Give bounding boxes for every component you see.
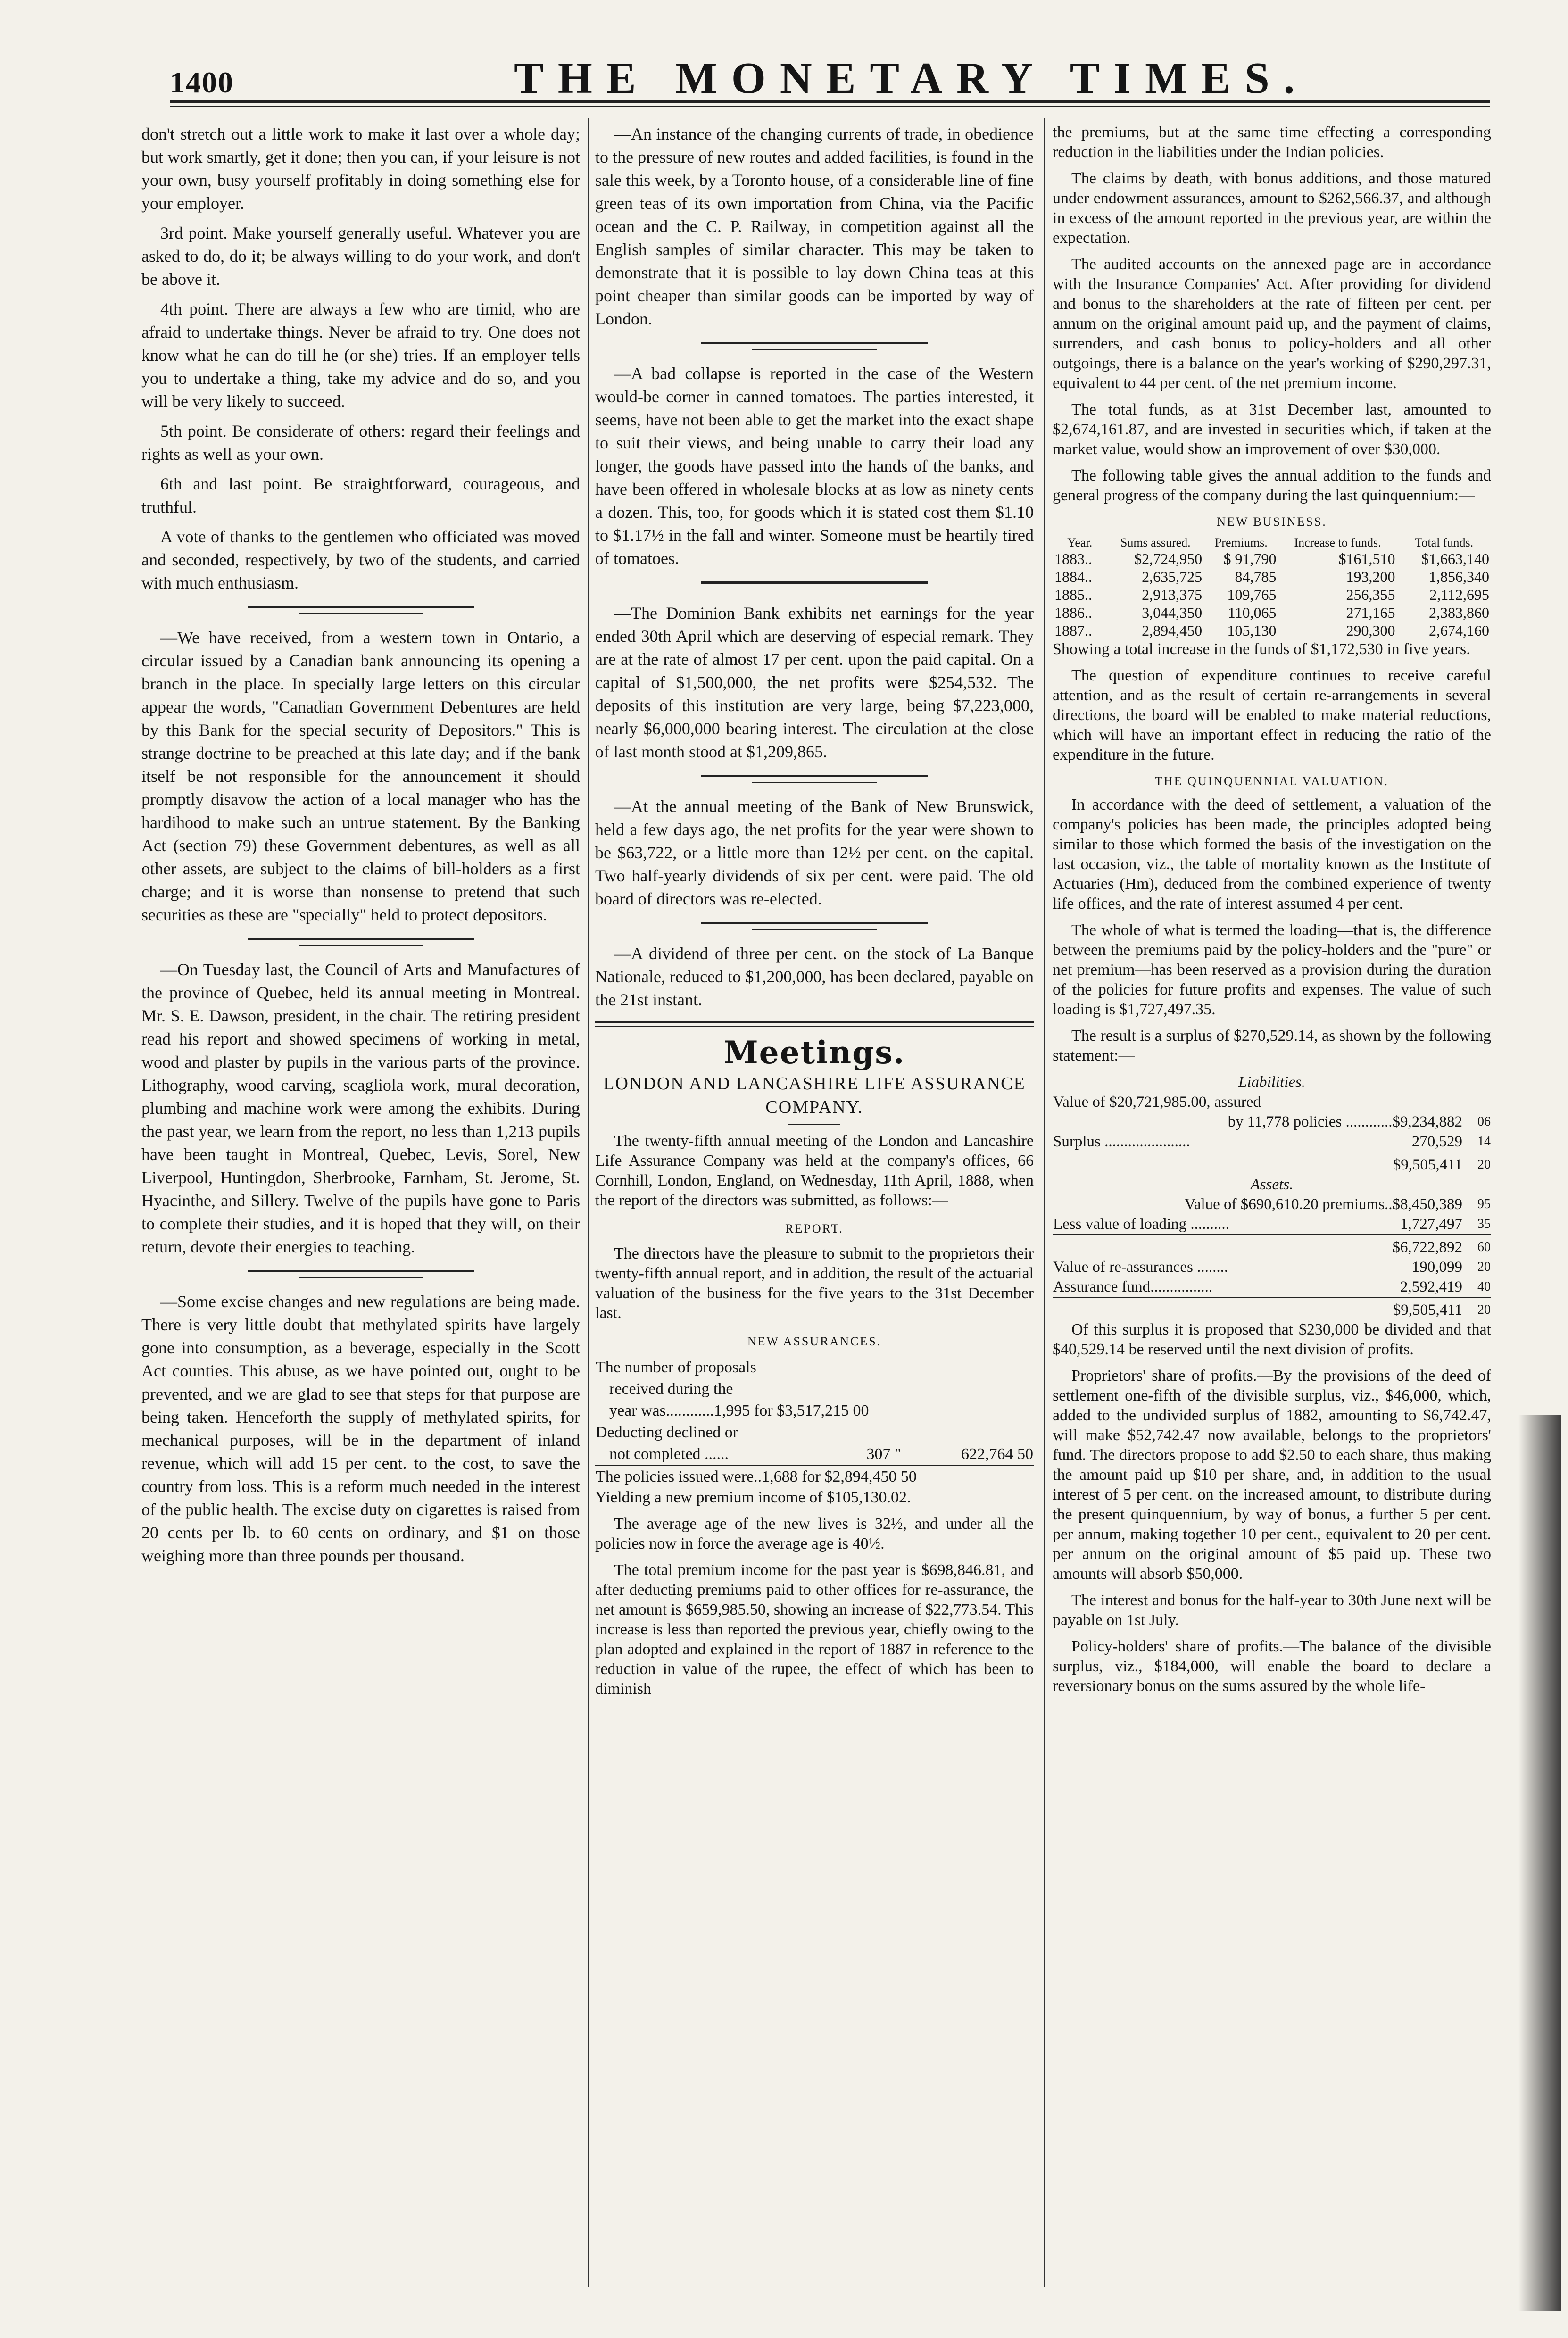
article-teas: —An instance of the changing currents of trade, in obedience to the pressure of new routes and added facilities, is found in the sale this week, by a Toronto house, of a considerable line of fine green teas of its own importation from China, via the Pacific ocean and the C. P. Railway, in competition against all the English samples of similar character. This may be taken to demonstrate that it is possible to lay down China teas at this point cheaper than similar goods can be imported by way of London. [595, 124, 1034, 328]
table-caption: Liabilities. [1238, 1074, 1306, 1091]
heavy-rule [595, 1021, 1034, 1023]
article-bank-circular: —We have received, from a western town in Ontario, a circular issued by a Canadian bank announcing its opening a branch in the place. In specially large letters on this circular appear the words, "Canadian Government Debentures are held by this Bank for the special security of Depositors." This is strange doctrine to be preached at this late day; and if the bank itself be not responsible for the announcement it should promptly disavow the action of a local manager who has the hardihood to make such an untrue statement. By the Banking Act (section 79) these Government debentures, as well as all other assets, are subject to the claims of bill-holders as a first charge; and it is worse than nonsense to pretend that such securities as these are "specially" held to protect depositors. [141, 628, 580, 924]
article-dominion-bank: —The Dominion Bank exhibits net earnings for the year ended 30th April which are deserving of especial remark. They are at the rate of almost 17 per cent. upon the paid capital. On a capital of $1,500,000, the net profits were $254,532. The deposits of this institution are very large, being $7,223,000, nearly $6,000,000 bearing interest. The circulation at the close of last month stood at $1,209,865. [595, 604, 1034, 761]
table-cell: $ 91,790 [1223, 550, 1277, 567]
table-cell: 40 [1477, 1279, 1491, 1294]
paragraph: 5th point. Be considerate of others: regard their feelings and rights as well as your own. [141, 422, 580, 464]
table-cell: $1,663,140 [1421, 550, 1489, 567]
table-cell: 271,165 [1346, 604, 1395, 621]
table-cell: 1883.. [1054, 550, 1092, 567]
table-cell: 1884.. [1054, 568, 1092, 585]
table-cell: 14 [1477, 1134, 1491, 1149]
paragraph: Proprietors' share of profits.—By the provisions of the deed of settlement one-fifth of the divisible surplus, viz., $46,000, which, added to the undivided surplus of 1882, amounting to $6,742.47, will make $52,742.47 now available, belongs to the proprietors' fund. The directors propose to add $2.50 to each share, thus making the amount paid up $10 per share, and, in addition to the usual interest of 5 per cent. on the increased amount, to distribute during the present quinquennium, by way of bonus, a further 5 per cent. per annum, making together 10 per cent., equivalent to 20 per cent. per annum on the original amount of $5 paid up. These two amounts will absorb $50,000. [1053, 1367, 1491, 1583]
table-cell: $9,505,411 [1345, 1297, 1463, 1320]
liabilities-table [1053, 1072, 1491, 1175]
paragraph: The question of expenditure continues to receive careful attention, and as the result of certain re-arrangements in several directions, the board will be enabled to make material reductions, which will have an important effect in reducing the ratio of the expenditure in the future. [1053, 667, 1491, 763]
paragraph: The audited accounts on the annexed page are in accordance with the Insurance Companies' Act. After providing for dividend and bonus to the shareholders at the rate of fifteen per cent. per annum on the original amount paid up, and the payment of claims, surrenders, and cash bonus to policy-holders and all other outgoings, there is a balance on the year's working of $290,297.31, equivalent to 44 per cent. of the net premium income. [1053, 256, 1491, 392]
paragraph: In accordance with the deed of settlement, a valuation of the company's policies has been made, the principles adopted being similar to those which formed the basis of the investigation on the last occasion, viz., the table of mortality known as the Institute of Actuaries (Hm), deduced from the combined experience of twenty life offices, and the rate of interest assumed 4 per cent. [1053, 796, 1491, 912]
table-cell: Assurance fund................ [1053, 1278, 1213, 1295]
new-assurances-table [595, 1357, 1034, 1488]
table-cell: The number of proposals [596, 1359, 756, 1376]
column-header: Year. [1067, 536, 1093, 549]
paragraph: The total funds, as at 31st December last, amounted to $2,674,161.87, and are invested in securities which, if taken at the market value, would show an improvement of over $30,000. [1053, 401, 1491, 458]
paragraph: Policy-holders' share of profits.—The balance of the divisible surplus, viz., $184,000, will enable the board to declare a reversionary bonus on the sums assured by the whole life- [1053, 1638, 1491, 1695]
table-cell: 2,894,450 [1142, 622, 1203, 639]
table-cell: Surplus ...................... [1053, 1133, 1190, 1150]
table-cell: 2,913,375 [1142, 586, 1203, 603]
header-rule-thin [170, 106, 1490, 107]
section-separator [701, 581, 928, 589]
paragraph: Of this surplus it is proposed that $230,000 be divided and that $40,529.14 be reserved until the next division of profits. [1053, 1321, 1491, 1358]
table-cell: 110,065 [1228, 604, 1277, 621]
column-header: Premiums. [1214, 536, 1268, 549]
table-cell: 60 [1463, 1235, 1491, 1257]
table-cell: 1886.. [1054, 604, 1092, 621]
table-cell: $9,505,411 [1324, 1152, 1463, 1175]
table-cell: 2,383,860 [1429, 604, 1489, 621]
table-row [1053, 568, 1491, 586]
divider [788, 1124, 840, 1125]
table-cell: 20 [1463, 1152, 1491, 1175]
article-council-arts: —On Tuesday last, the Council of Arts and Manufactures of the province of Quebec, held its annual meeting in Montreal. Mr. S. E. Dawson, president, in the chair. The retiring president read his report and showed specimens of working in metal, wood and plaster by pupils in the various parts of the province. Lithography, wood carving, scagliola work, mural decoration, plumbing and machine work were among the exhibits. During the past year, we learn from the report, no less than 1,213 pupils have been taught in Montreal, Quebec, Levis, Sorel, New Liverpool, Huntingdon, Sherbrooke, Farnham, St. Jerome, St. Hyacinthe, and Sillery. Twelve of the pupils have gone to Paris to complete their studies, and it is hoped that they will, on their return, devote their energies to teaching. [141, 960, 580, 1256]
column-3 [1053, 123, 1491, 2287]
column-2 [595, 123, 1034, 2287]
paragraph: The twenty-fifth annual meeting of the London and Lancashire Life Assurance Company was held at the company's offices, 66 Cornhill, London, England, on Wednesday, 11th April, 1888, when the report of the directors was submitted, as follows:— [595, 1132, 1034, 1209]
table-cell: 20 [1477, 1260, 1491, 1274]
paragraph: The interest and bonus for the half-year to 30th June next will be payable on 1st July. [1053, 1592, 1491, 1629]
table-cell: 193,200 [1346, 568, 1395, 585]
paragraph: The directors have the pleasure to submit to the proprietors their twenty-fifth annual report, and in addition, the result of the actuarial valuation of the business for the five years to the 31st December last. [595, 1245, 1034, 1322]
paragraph: The whole of what is termed the loading—that is, the difference between the premiums paid by the policy-holders and the "pure" or net premium—has been reserved as a provision during the duration of the policies for future profits and expenses. The value of such loading is $1,727,497.35. [1053, 921, 1491, 1018]
section-separator [248, 1270, 474, 1278]
paragraph: The average age of the new lives is 32½, and under all the policies now in force the average age is 40½. [595, 1515, 1034, 1552]
binding-edge-shadow [1518, 1415, 1561, 2311]
table-cell: 1887.. [1054, 622, 1092, 639]
paragraph: 6th and last point. Be straightforward, courageous, and truthful. [141, 474, 580, 516]
table-cell: 3,044,350 [1142, 604, 1203, 621]
table-cell: 1,856,340 [1429, 568, 1489, 585]
paragraph: The following table gives the annual addition to the funds and general progress of the company during the last quinquennium:— [1053, 467, 1491, 504]
table-cell: 307 " [866, 1445, 901, 1463]
assets-table [1053, 1175, 1491, 1320]
article-tomatoes: —A bad collapse is reported in the case of the Western would-be corner in canned tomatoes. The parties interested, it seems, have not been able to get the market into the exact shape to suit their views, and being unable to carry their load any longer, the goods have passed into the hands of the banks, and have been offered in wholesale blocks at as low as ninety cents a dozen. This, too, for goods which it is stated cost them $1.10 to $1.17½ in the fall and winter. Someone must be heartily tired of tomatoes. [595, 364, 1034, 568]
article-banque-nationale: —A dividend of three per cent. on the stock of La Banque Nationale, reduced to $1,200,000, has been declared, payable on the 21st instant. [595, 944, 1034, 1009]
table-cell: $6,722,892 [1345, 1235, 1463, 1257]
paragraph: the premiums, but at the same time effecting a corresponding reduction in the liabilities under the Indian policies. [1053, 124, 1491, 161]
table-cell: year was............1,995 for $3,517,215 00 [609, 1402, 869, 1419]
table-cell: received during the [609, 1380, 733, 1398]
page-header [170, 53, 1490, 119]
table-row [1053, 604, 1491, 622]
table-row [1053, 586, 1491, 604]
table-cell: 35 [1477, 1217, 1491, 1231]
table-cell: 1885.. [1054, 586, 1092, 603]
table-cell: 20 [1463, 1297, 1491, 1320]
paragraph: The result is a surplus of $270,529.14, as shown by the following statement:— [1053, 1027, 1491, 1064]
table-cell: $161,510 [1338, 550, 1395, 567]
meetings-heading: Meetings. [723, 1034, 905, 1071]
table-cell: 2,592,419 [1400, 1278, 1462, 1295]
table-cell: Less value of loading .......... [1053, 1216, 1229, 1233]
table-cell: 2,635,725 [1142, 568, 1203, 585]
article-excise: —Some excise changes and new regulations are being made. There is very little doubt that methylated spirits have largely gone into consumption, as a beverage, especially in the Scott Act counties. This abuse, as we have pointed out, ought to be prevented, and we are glad to see that steps for that purpose are being taken. Henceforth the supply of methylated spirits, for mechanical purposes, will be in the department of inland revenue, which will add 15 per cent. to the cost, to save the country from loss. This is a reform much needed in the interest of the public health. The excise duty on cigarettes is raised from 20 cents per lb. to 60 cents on ordinary, and $1 on those weighing more than three pounds per thousand. [141, 1292, 580, 1565]
table-cell: Value of $20,721,985.00, assured [1053, 1094, 1261, 1111]
paragraph: A vote of thanks to the gentlemen who officiated was moved and seconded, respectively, by two of the students, and carried with much enthusiasm. [141, 527, 580, 592]
section-separator [701, 922, 928, 930]
paragraph: The claims by death, with bonus additions, and those matured under endowment assurances, amount to $262,566.37, and although in excess of the amount reported in the previous year, are within the expectation. [1053, 170, 1491, 247]
paragraph: 4th point. There are always a few who are timid, who are afraid to undertake things. Never be afraid to try. One does not know what he can do till he (or she) tries. If an employer tells you to undertake a thing, take my advice and do so, and you will be very likely to succeed. [141, 299, 580, 411]
table-cell: 06 [1477, 1114, 1491, 1129]
section-separator [248, 938, 474, 946]
column-divider [1044, 118, 1045, 2287]
table-cell: 95 [1477, 1197, 1491, 1211]
table-cell: 2,112,695 [1429, 586, 1489, 603]
report-heading: REPORT. [785, 1222, 844, 1235]
table-header-row [1053, 536, 1491, 550]
table-caption: Assets. [1250, 1176, 1294, 1193]
table-cell: by 11,778 policies ............$9,234,882 [1228, 1113, 1462, 1130]
table-cell: not completed ...... [609, 1445, 729, 1463]
new-business-heading: NEW BUSINESS. [1217, 515, 1327, 529]
paragraph: Showing a total increase in the funds of $1,172,530 in five years. [1053, 640, 1470, 658]
thin-rule [595, 1026, 1034, 1027]
table-row [1053, 622, 1491, 639]
table-cell: 190,099 [1411, 1259, 1462, 1276]
section-separator [248, 606, 474, 614]
header-rule [170, 100, 1490, 103]
table-cell: 84,785 [1235, 568, 1277, 585]
paragraph: Yielding a new premium income of $105,130.02. [595, 1489, 911, 1506]
paragraph: The total premium income for the past year is $698,846.81, and after deducting premiums paid to other offices for re-assurance, the net amount is $659,985.50, showing an increase of $22,773.54. This increase is less than reported the previous year, chiefly owing to the plan adopted and explained in the report of 1887 in reference to the reduction in value of the rupee, the effect of which has been to diminish [595, 1561, 1034, 1698]
table-cell: 256,355 [1346, 586, 1395, 603]
new-business-table [1053, 536, 1491, 639]
article-bank-new-brunswick: —At the annual meeting of the Bank of New Brunswick, held a few days ago, the net profits for the year were shown to be $63,722, or a little more than 12½ per cent. on the capital. Two half-yearly dividends of six per cent. were paid. The old board of directors was re-elected. [595, 797, 1034, 908]
table-cell: 290,300 [1346, 622, 1395, 639]
column-divider [588, 118, 589, 2287]
table-cell: Deducting declined or [596, 1424, 738, 1441]
paragraph: 3rd point. Make yourself generally useful. Whatever you are asked to do, do it; be always willing to do your work, and don't be above it. [141, 224, 580, 289]
column-1 [141, 123, 580, 2287]
table-cell: 2,674,160 [1429, 622, 1489, 639]
table-cell: Value of $690,610.20 premiums..$8,450,389 [1184, 1196, 1462, 1213]
quinquennial-heading: THE QUINQUENNIAL VALUATION. [1155, 774, 1389, 788]
paragraph: don't stretch out a little work to make it last over a whole day; but work smartly, get it done; then you can, if your leisure is not your own, busy yourself profitably in doing something else for your employer. [141, 124, 580, 213]
page-number: 1400 [170, 66, 234, 99]
section-separator [701, 775, 928, 783]
section-separator [701, 342, 928, 350]
table-cell: The policies issued were..1,688 for $2,894,450 50 [595, 1466, 1034, 1488]
table-cell: 105,130 [1227, 622, 1277, 639]
table-cell: 109,765 [1227, 586, 1277, 603]
table-cell: 1,727,497 [1400, 1216, 1462, 1233]
table-cell: 270,529 [1411, 1133, 1462, 1150]
publication-title: THE MONETARY TIMES. [514, 54, 1309, 103]
table-cell: Value of re-assurances ........ [1053, 1259, 1228, 1276]
company-title: LONDON AND LANCASHIRE LIFE ASSURANCE COMPANY. [603, 1074, 1026, 1117]
column-header: Increase to funds. [1294, 536, 1381, 549]
table-cell: 622,764 50 [961, 1445, 1033, 1463]
table-row [1053, 550, 1491, 568]
column-header: Total funds. [1415, 536, 1474, 549]
table-cell: $2,724,950 [1134, 550, 1203, 567]
column-header: Sums assured. [1120, 536, 1191, 549]
new-assurances-heading: NEW ASSURANCES. [747, 1335, 882, 1348]
